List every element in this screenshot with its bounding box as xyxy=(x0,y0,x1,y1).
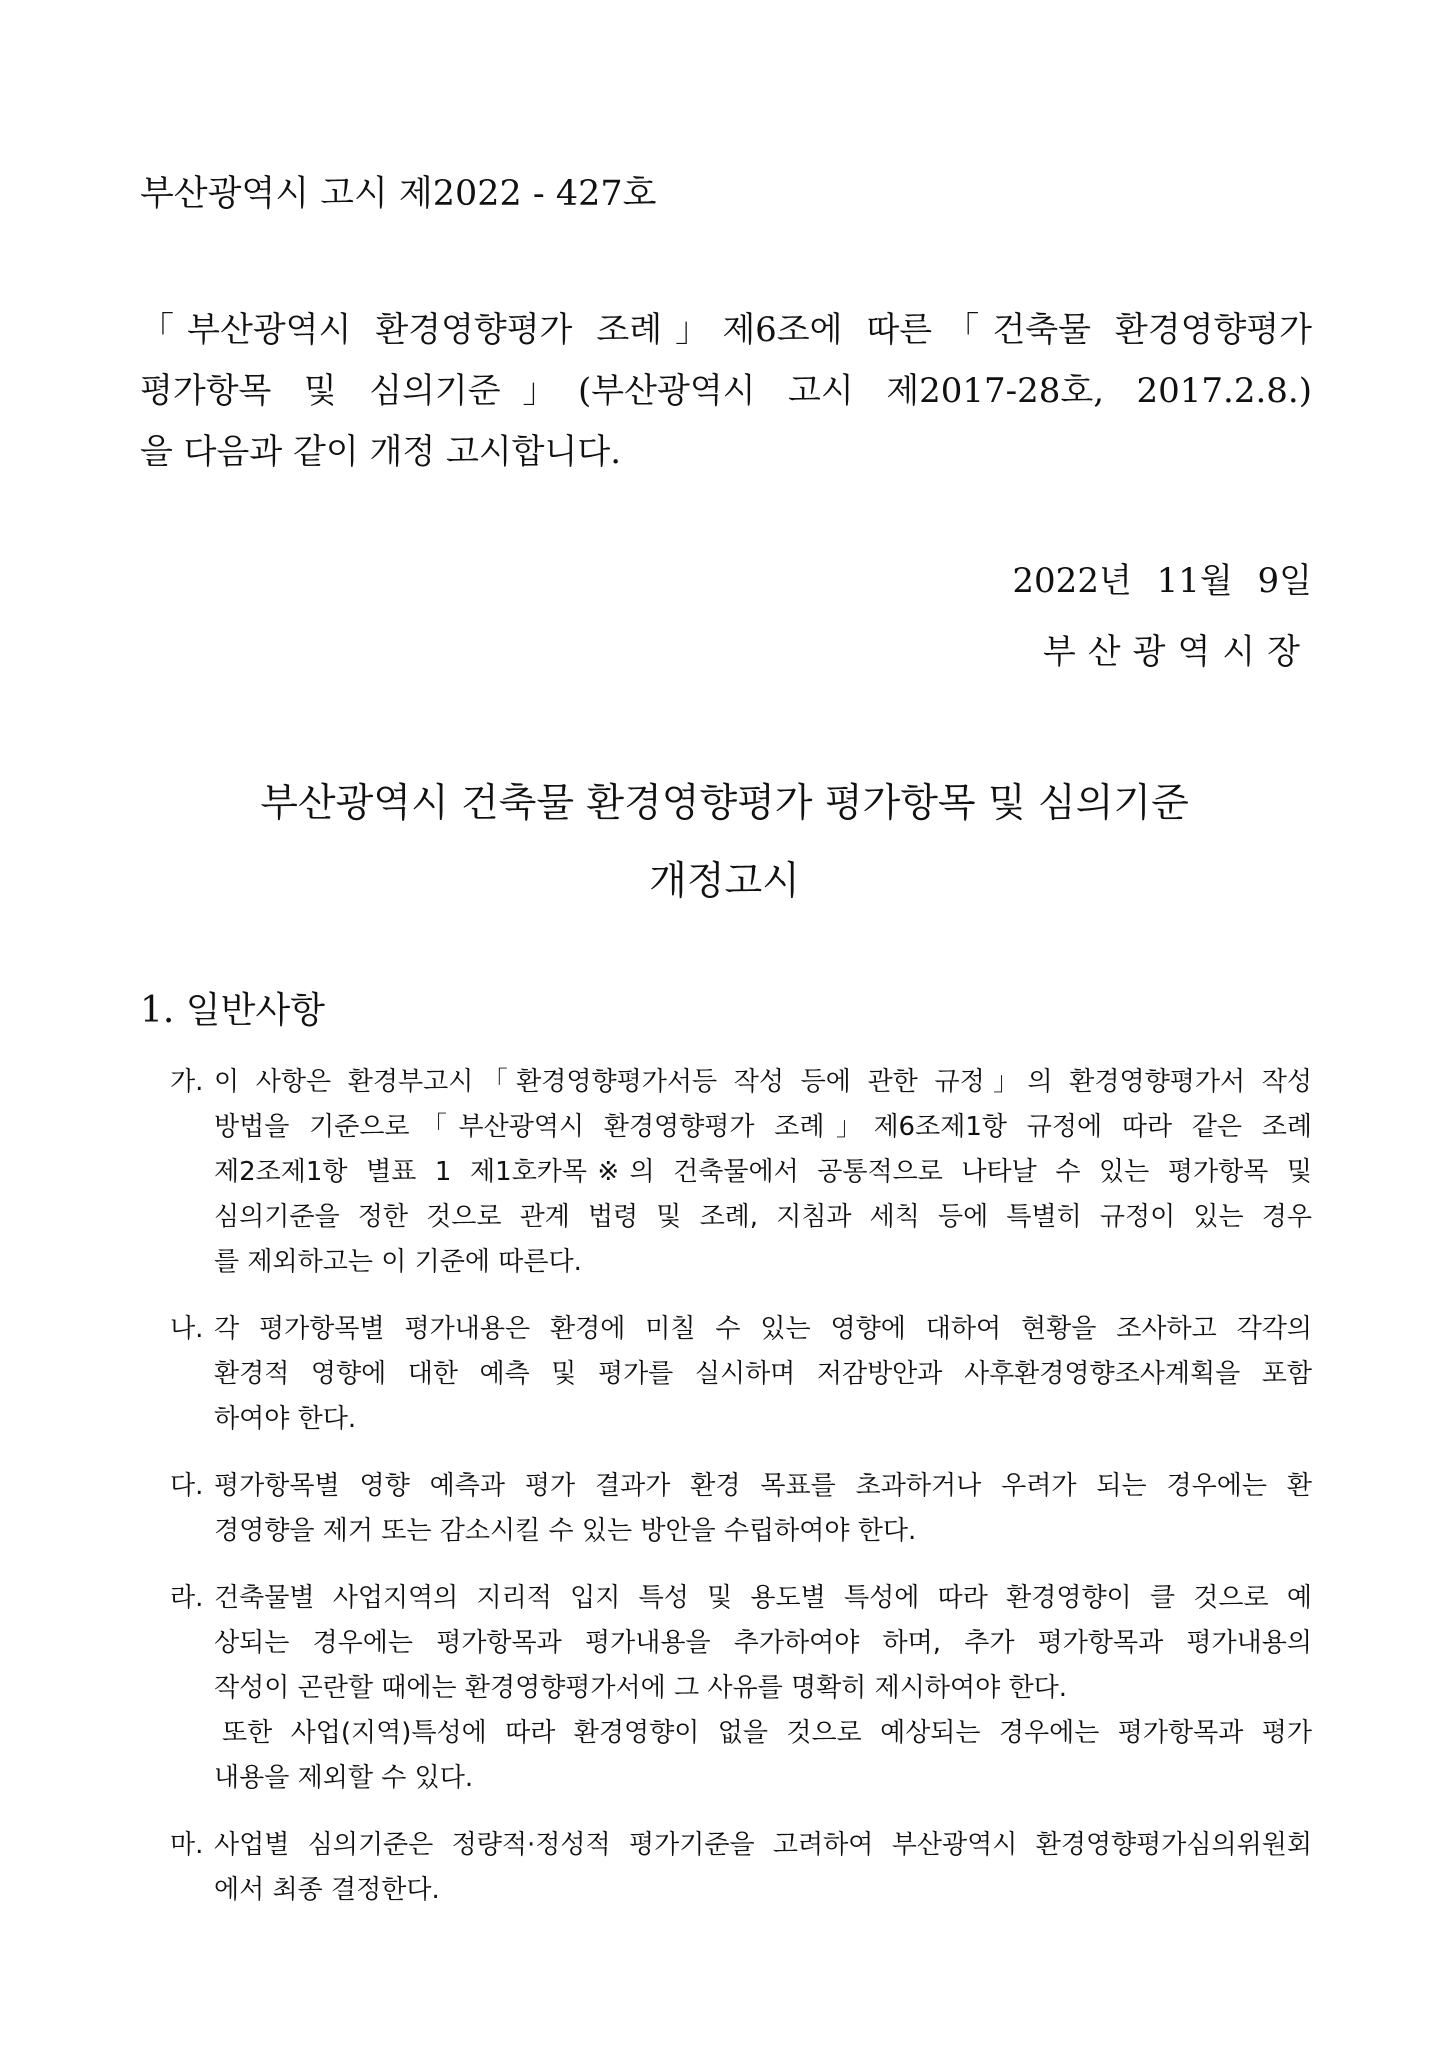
document-title-line2: 개정고시 xyxy=(649,859,800,904)
item-text xyxy=(214,1576,1312,1801)
list-item xyxy=(170,1464,1312,1554)
item-marker: 가. xyxy=(170,1067,204,1097)
issuer-name: 부산광역시장 xyxy=(1042,632,1312,672)
item-line: 를 제외하고는 이 기준에 따른다. xyxy=(214,1247,582,1277)
list-item xyxy=(170,1823,1312,1913)
item-text xyxy=(214,1823,1312,1913)
item-line: 각 평가항목별 평가내용은 환경에 미칠 수 있는 영향에 대하여 현황을 조사하고 각각의 xyxy=(214,1314,1312,1344)
general-items-list xyxy=(170,1060,1312,1935)
item-line: 방법을 기준으로「부산광역시 환경영향평가 조례」제6조제1항 규정에 따라 같은 조례 xyxy=(214,1112,1312,1142)
item-line: 이 사항은 환경부고시「환경영향평가서등 작성 등에 관한 규정」의 환경영향평가서 작성 xyxy=(214,1067,1312,1097)
item-marker: 나. xyxy=(170,1314,204,1344)
notice-date: 2022년 11월 9일 xyxy=(1012,561,1312,601)
notice-number: 부산광역시 고시 제2022 - 427호 xyxy=(140,174,657,214)
list-item xyxy=(170,1060,1312,1285)
item-line: 경영향을 제거 또는 감소시킬 수 있는 방안을 수립하여야 한다. xyxy=(214,1516,917,1546)
item-marker: 라. xyxy=(170,1583,204,1613)
item-line: 에서 최종 결정한다. xyxy=(214,1875,440,1905)
item-line: 하여야 한다. xyxy=(214,1404,357,1434)
item-marker: 다. xyxy=(170,1471,204,1501)
item-line: 건축물별 사업지역의 지리적 입지 특성 및 용도별 특성에 따라 환경영향이 클 것으로 예 xyxy=(214,1583,1312,1613)
item-text xyxy=(214,1464,1312,1554)
item-line: 사업별 심의기준은 정량적·정성적 평가기준을 고려하여 부산광역시 환경영향평가심의위원회 xyxy=(214,1830,1312,1860)
document-title: 부산광역시 건축물 환경영향평가 평가항목 및 심의기준 xyxy=(260,781,1189,826)
item-text xyxy=(214,1307,1312,1442)
section-heading: 1. 일반사항 xyxy=(140,990,325,1031)
item-line: 또한 사업(지역)특성에 따라 환경영향이 없을 것으로 예상되는 경우에는 평가항목과 평가 xyxy=(222,1718,1312,1748)
list-item xyxy=(170,1576,1312,1801)
item-line: 내용을 제외할 수 있다. xyxy=(214,1763,474,1793)
item-line: 심의기준을 정한 것으로 관계 법령 및 조례, 지침과 세칙 등에 특별히 규정이 있는 경우 xyxy=(214,1202,1312,1232)
item-line: 환경적 영향에 대한 예측 및 평가를 실시하며 저감방안과 사후환경영향조사계획을 포함 xyxy=(214,1359,1312,1389)
item-line: 평가항목별 영향 예측과 평가 결과가 환경 목표를 초과하거나 우려가 되는 경우에는 환 xyxy=(214,1471,1312,1501)
preamble xyxy=(140,300,1312,483)
item-line: 작성이 곤란할 때에는 환경영향평가서에 그 사유를 명확히 제시하여야 한다. xyxy=(214,1673,1067,1703)
preamble-line: 을 다음과 같이 개정 고시합니다. xyxy=(140,432,622,472)
preamble-line: 「부산광역시 환경영향평가 조례」제6조에 따른「건축물 환경영향평가 xyxy=(140,310,1312,350)
item-line: 상되는 경우에는 평가항목과 평가내용을 추가하여야 하며, 추가 평가항목과 평가내용의 xyxy=(214,1628,1312,1658)
list-item xyxy=(170,1307,1312,1442)
item-marker: 마. xyxy=(170,1830,204,1860)
item-line: 제2조제1항 별표 1 제1호카목※의 건축물에서 공통적으로 나타날 수 있는 평가항목 및 xyxy=(214,1157,1312,1187)
preamble-line: 평가항목 및 심의기준」(부산광역시 고시 제2017-28호, 2017.2.8.) xyxy=(140,371,1312,411)
item-text xyxy=(214,1060,1312,1285)
